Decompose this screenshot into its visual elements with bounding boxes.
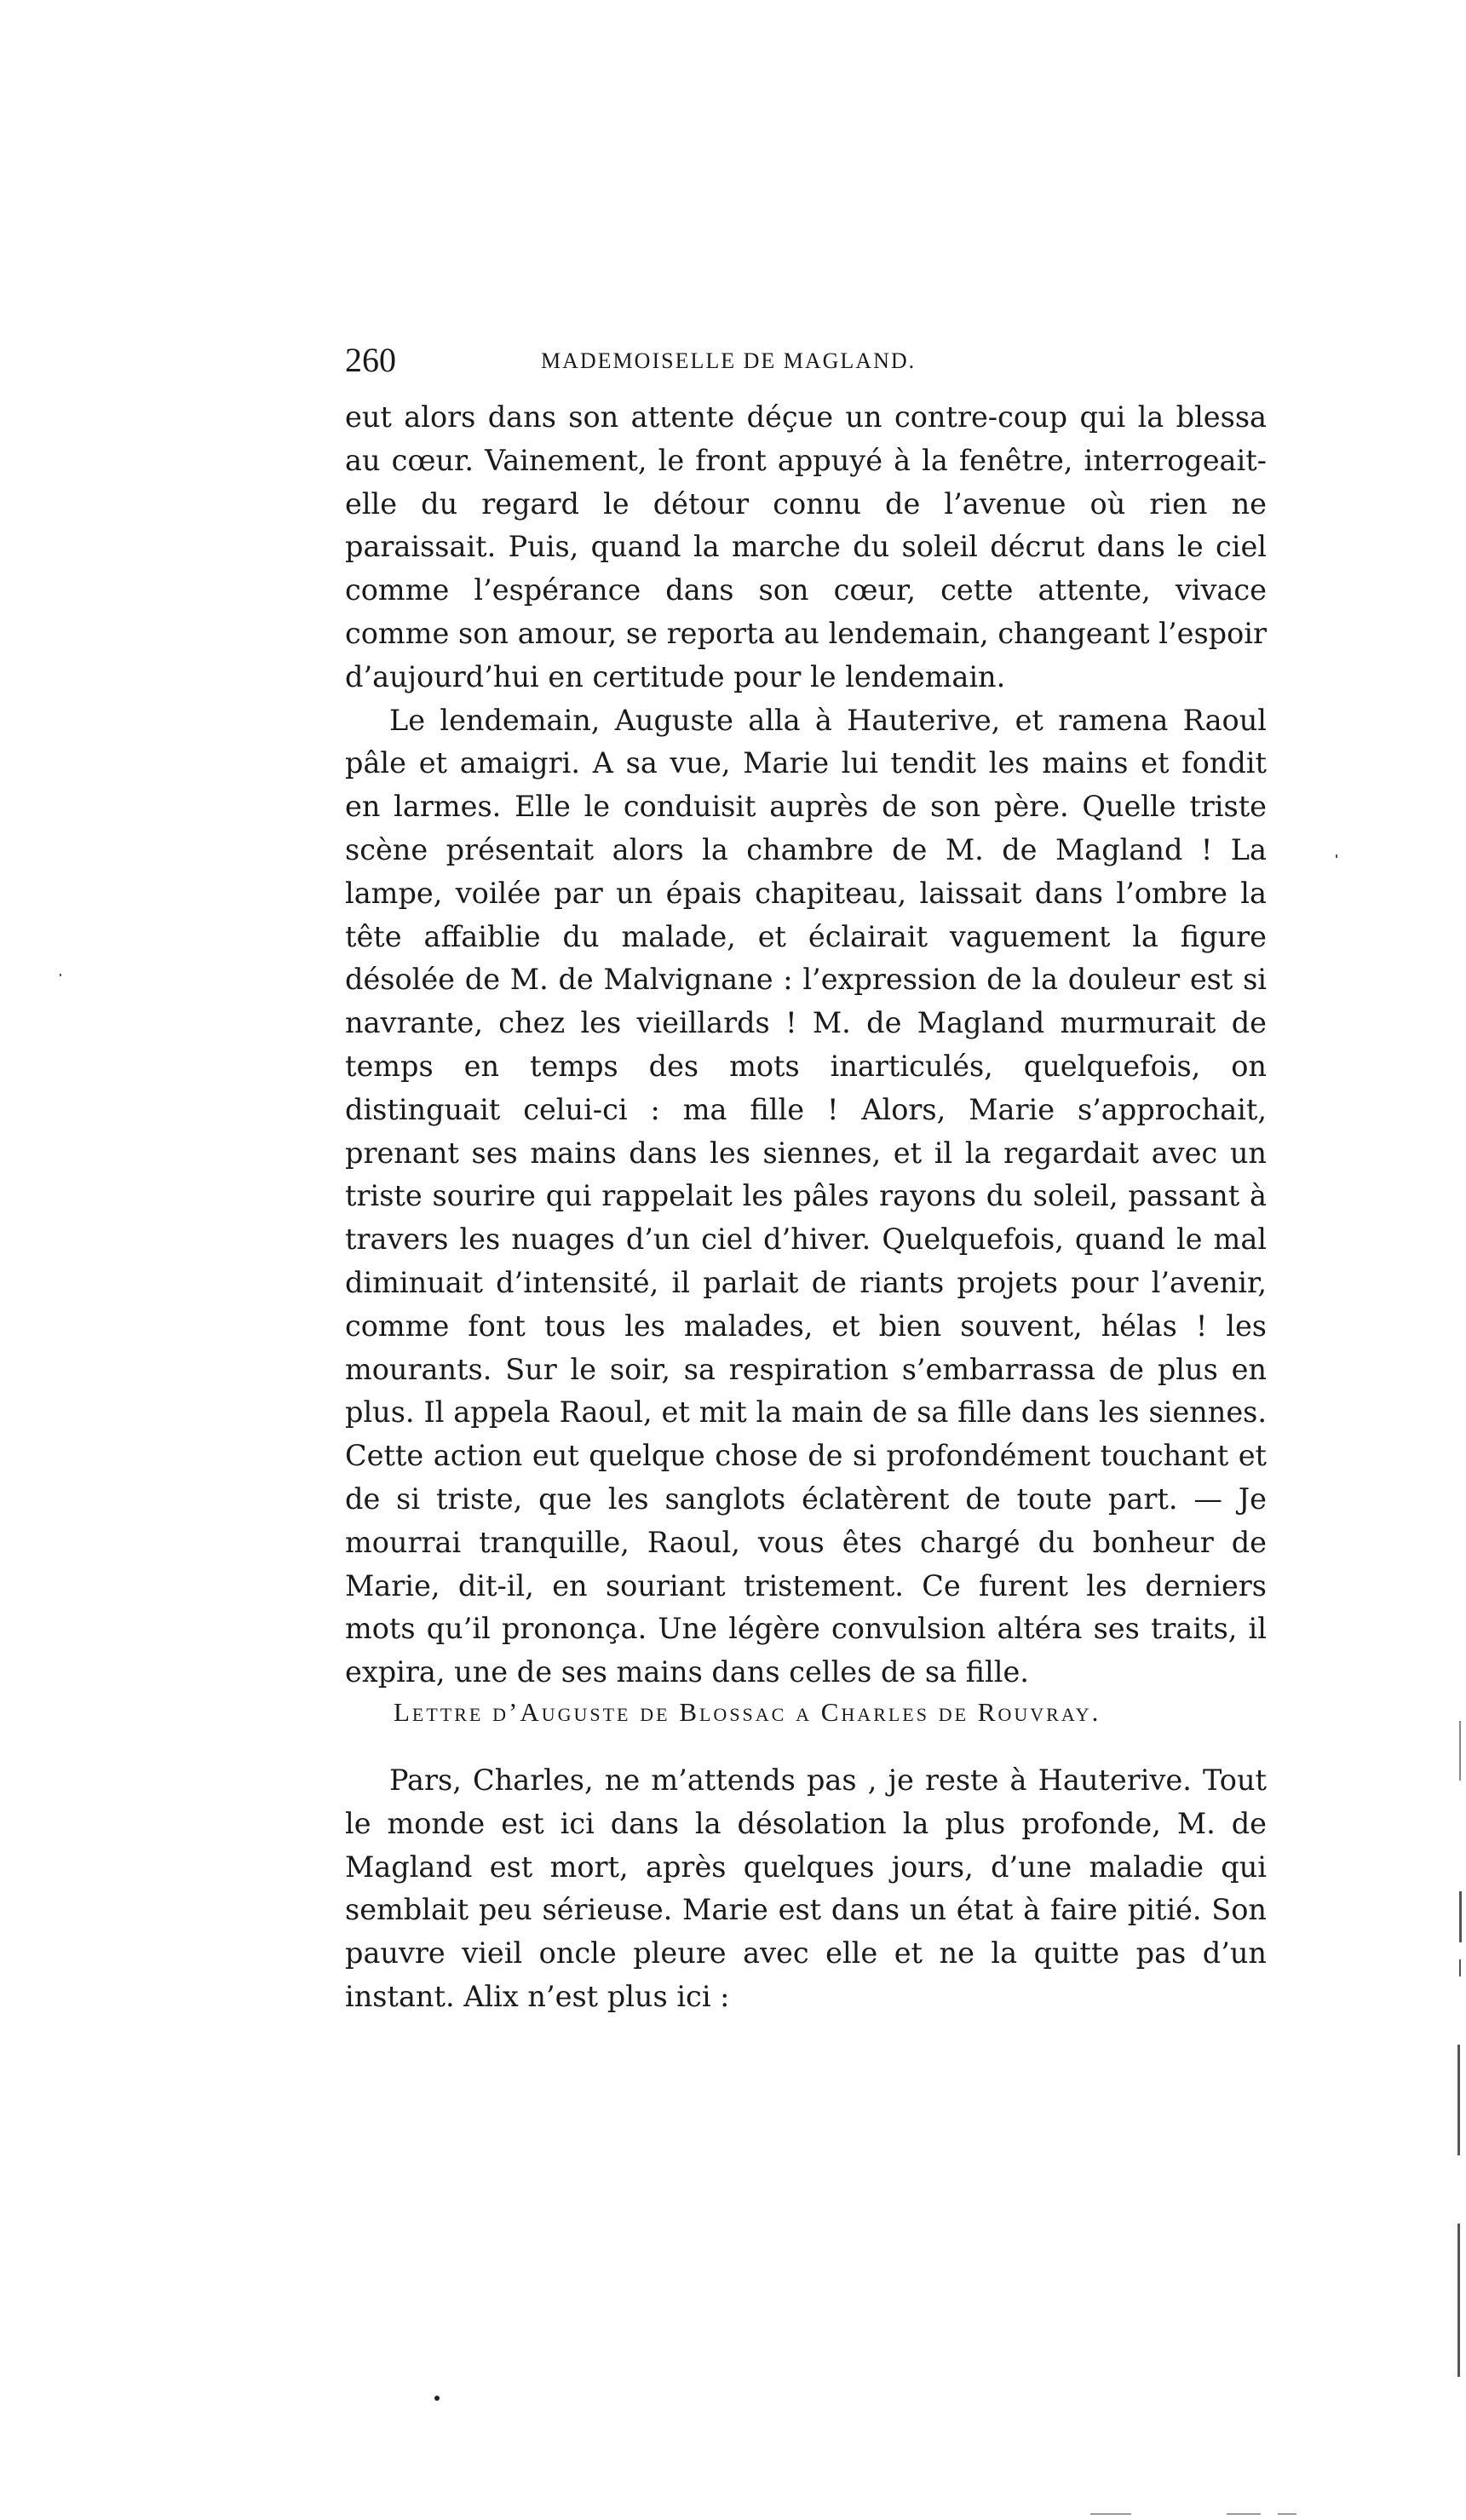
scan-mark — [1459, 1959, 1461, 1976]
scan-mark — [434, 2396, 440, 2401]
body-text — [345, 396, 1267, 1694]
page-header — [345, 339, 1273, 382]
paragraph: eut alors dans son attente déçue un contre-coup qui la blessa au cœur. Vainement, le front appuyé à la fenêtre, interrogeait-elle du regard le détour connu de l’avenue où rien ne paraissait. Puis, quand la marche du soleil décrut dans le ciel comme l’espérance dans son cœur, cette attente, vivace comme son amour, se reporta au lendemain, changeant l’espoir d’aujourd’hui en certitude pour le lendemain. — [345, 400, 1267, 693]
scan-mark — [1336, 854, 1337, 858]
paragraph: Le lendemain, Auguste alla à Hauterive, et ramena Raoul pâle et amaigri. A sa vue, Marie lui tendit les mains et fondit en larmes. Elle le conduisit auprès de son père. Quelle triste scène présentait alors la chambre de M. de Magland ! La lampe, voilée par un épais chapiteau, laissait dans l’ombre la tête affaiblie du malade, et éclairait vaguement la figure désolée de M. de Malvignane : l’expression de la douleur est si navrante, chez les vieillards ! M. de Magland murmurait de temps en temps des mots inarticulés, quelquefois, on distinguait celui-ci : ma fille ! Alors, Marie s’approchait, prenant ses mains dans les siennes, et il la regardait avec un triste sourire qui rappelait les pâles rayons du soleil, passant à travers les nuages d’un ciel d’hiver. Quelquefois, quand le mal diminuait d’intensité, il parlait de riants projets pour l’avenir, comme font tous les malades, et bien souvent, hélas ! les mourants. Sur le soir, sa respiration s’embarrassa de plus en plus. Il appela Raoul, et mit la main de sa fille dans les siennes. Cette action eut quelque chose de si profondément touchant et de si triste, que les sanglots éclatèrent de toute part. — Je mourrai tranquille, Raoul, vous êtes chargé du bonheur de Marie, dit-il, en souriant tristement. Ce furent les derniers mots qu’il prononça. Une légère convulsion altéra ses traits, il expira, une de ses mains dans celles de sa fille. — [345, 703, 1267, 1689]
scan-mark — [1459, 1721, 1461, 1781]
scan-mark — [1457, 2224, 1460, 2377]
scan-mark — [1278, 2513, 1296, 2515]
scan-mark — [1459, 1891, 1462, 1942]
page-number: 260 — [345, 341, 396, 379]
letter-text — [345, 1759, 1267, 2019]
scan-mark — [1090, 2513, 1131, 2515]
paragraph: Pars, Charles, ne m’attends pas , je reste à Hauterive. Tout le monde est ici dans la désolation la plus profonde, M. de Magland est mort, après quelques jours, d’une maladie qui semblait peu sérieuse. Marie est dans un état à faire pitié. Son pauvre vieil oncle pleure avec elle et ne la quitte pas d’un instant. Alix n’est plus ici : — [345, 1763, 1267, 2013]
scan-mark — [60, 974, 61, 976]
running-title: MADEMOISELLE DE MAGLAND. — [541, 348, 917, 373]
scan-mark — [1457, 2045, 1460, 2155]
letter-heading: Lettre d’Auguste de Blossac a Charles de Rouvray. — [394, 1697, 1101, 1727]
scan-mark — [1227, 2513, 1261, 2515]
